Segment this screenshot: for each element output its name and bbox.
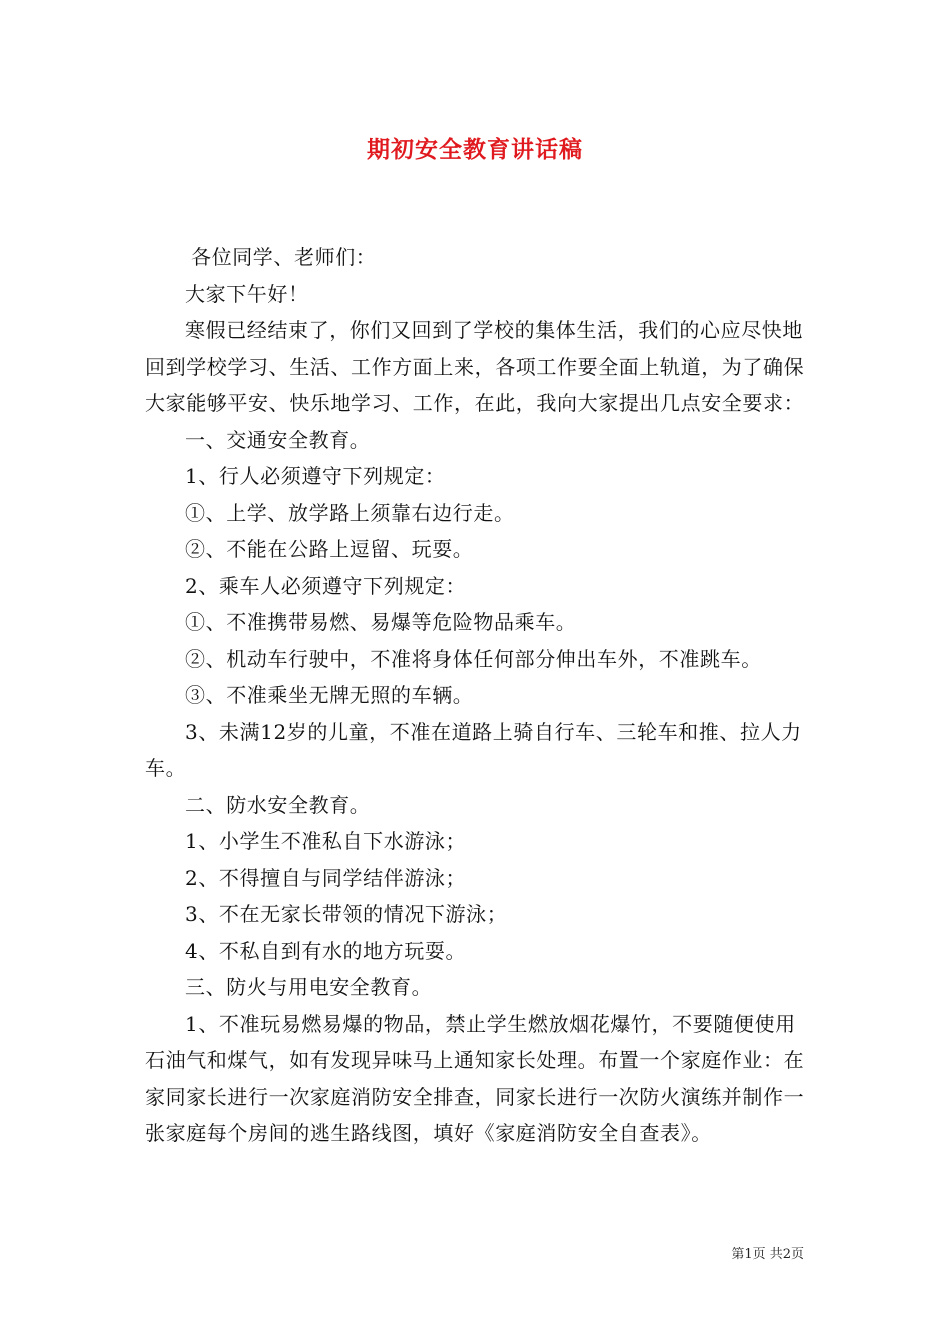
list-item: 3、不在无家长带领的情况下游泳； bbox=[185, 902, 508, 926]
paragraph-intro: 寒假已经结束了，你们又回到了学校的集体生活，我们的心应尽快地回到学校学习、生活、工作方面上来，各项工作要全面上轨道，为了确保大家能够平安、快乐地学习、工作，在此，我向大家提出几点安全要求： bbox=[145, 318, 805, 415]
section-heading-water: 二、防水安全教育。 bbox=[185, 792, 371, 817]
list-item: ①、不准携带易燃、易爆等危险物品乘车。 bbox=[185, 610, 577, 634]
list-item: ②、不能在公路上逗留、玩耍。 bbox=[185, 537, 474, 561]
document-body bbox=[145, 239, 815, 1152]
list-item: 4、不私自到有水的地方玩耍。 bbox=[185, 938, 467, 963]
list-item: 1、行人必须遵守下列规定： bbox=[185, 464, 446, 488]
document-title: 期初安全教育讲话稿 bbox=[367, 136, 583, 163]
paragraph-greeting: 各位同学、老师们： bbox=[191, 245, 377, 269]
list-item: 2、不得擅自与同学结伴游泳； bbox=[185, 865, 467, 890]
list-item: 3、未满12岁的儿童，不准在道路上骑自行车、三轮车和推、拉人力车。 bbox=[145, 719, 802, 780]
list-item: 2、乘车人必须遵守下列规定： bbox=[185, 573, 467, 598]
list-item: ③、不准乘坐无牌无照的车辆。 bbox=[185, 683, 474, 707]
page-number: 第1页 共2页 bbox=[731, 1247, 804, 1262]
list-item: ①、上学、放学路上须靠右边行走。 bbox=[185, 500, 515, 525]
list-item: ②、机动车行驶中，不准将身体任何部分伸出车外，不准跳车。 bbox=[185, 646, 762, 671]
paragraph-salutation: 大家下午好！ bbox=[185, 281, 309, 306]
section-heading-fire: 三、防火与用电安全教育。 bbox=[185, 975, 433, 999]
list-item: 1、小学生不准私自下水游泳； bbox=[185, 829, 467, 853]
list-item: 1、不准玩易燃易爆的物品，禁止学生燃放烟花爆竹，不要随便使用石油气和煤气，如有发现异味马上通知家长处理。布置一个家庭作业：在家同家长进行一次家庭消防安全排查，同家长进行一次防火演练并制作一张家庭每个房间的逃生路线图，填好《家庭消防安全自查表》。 bbox=[145, 1011, 805, 1145]
section-heading-traffic: 一、交通安全教育。 bbox=[185, 427, 371, 452]
